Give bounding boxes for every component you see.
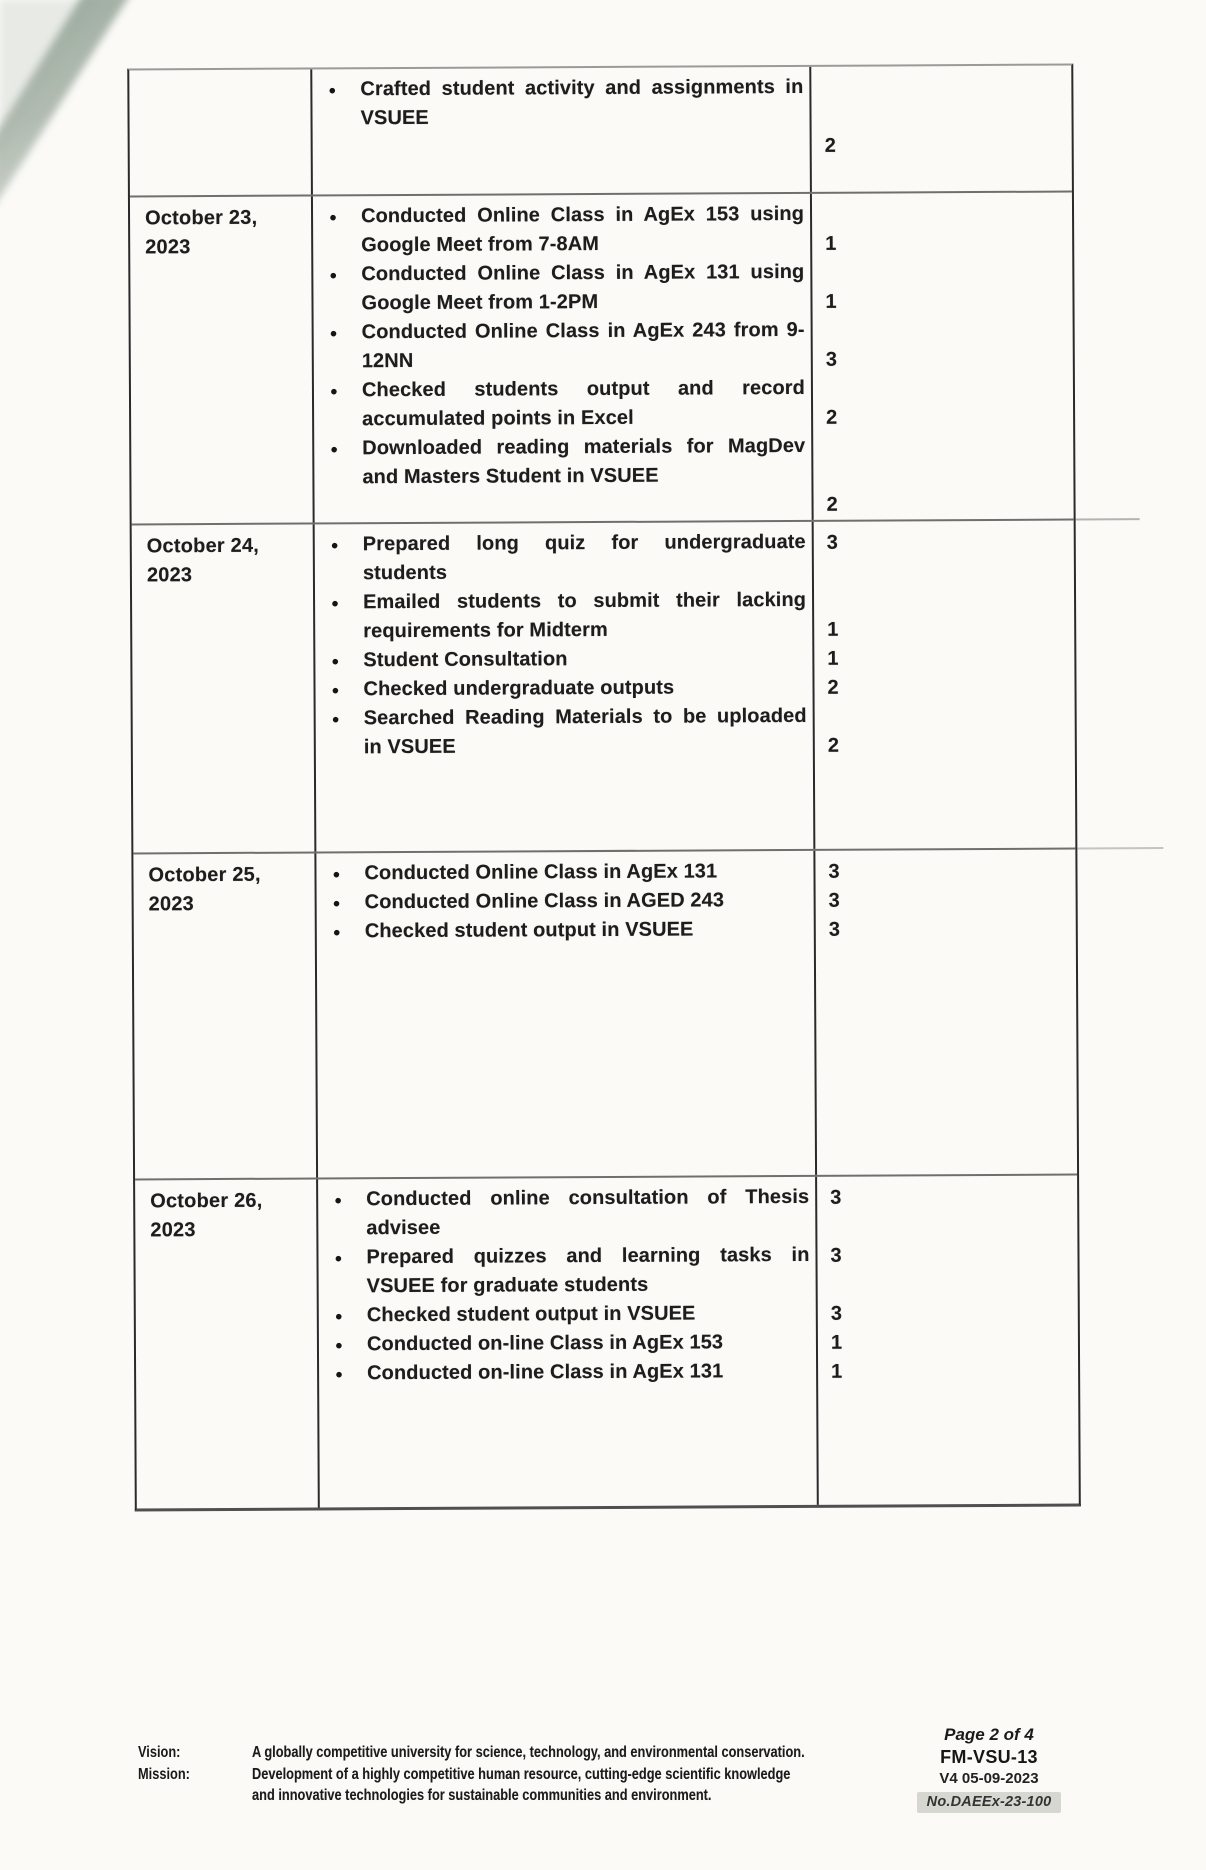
activity-item [315,673,812,705]
activity-item [316,857,813,889]
hours-cell [812,193,1074,520]
activity-line: Checked student output in VSUEE [364,918,694,943]
hours-value: 1 [827,647,839,670]
activity-line: Prepared long quiz for undergraduate [362,530,806,556]
activity-line: Emailed students to submit their lacking [363,588,807,614]
activity-item [314,432,811,493]
activity-item [319,1357,816,1389]
date-cell [129,69,313,195]
date-cell [132,524,317,852]
page-number: Page 2 of 4 [944,1725,1034,1744]
activity-line: in VSUEE [363,735,456,759]
document-number-stamp: No.DAEEx-23-100 [917,1792,1062,1813]
hours-value: 2 [826,406,838,429]
bullet-icon: ● [329,383,338,399]
hours-value: 3 [830,1186,842,1209]
bullet-icon: ● [332,866,341,882]
mission-text-line: and innovative technologies for sustainable communities and environment. [252,1787,712,1804]
bullet-icon: ● [334,1192,343,1208]
bullet-icon: ● [335,1366,344,1382]
activity-line: Checked student output in VSUEE [366,1302,696,1327]
bullet-icon: ● [330,441,339,457]
report-table [127,64,1081,1512]
scan-line-artifact [1076,518,1140,520]
hours-value: 3 [828,889,840,912]
activity-line: Conducted Online Class in AGED 243 [364,889,725,914]
activity-item [317,886,814,918]
activity-item [319,1299,816,1331]
activity-line: Conducted Online Class in AgEx 243 from 9- [361,318,805,344]
hours-value: 2 [827,676,839,699]
footer-form-block [905,1724,1073,1813]
activity-line: students [362,561,448,585]
activity-line: Downloaded reading materials for MagDev [362,434,806,460]
date-line: October 25, [148,863,261,887]
activity-line: Conducted online consultation of Thesis [366,1185,810,1211]
activities-cell [318,1177,819,1508]
mission-text-line: Development of a highly competitive human resource, cutting-edge scientific knowledge [252,1765,791,1783]
hours-value: 1 [825,232,837,255]
activity-item [315,528,812,589]
activity-item [314,316,811,377]
date-line: 2023 [145,236,191,259]
table-row [129,66,1072,198]
bullet-icon: ● [334,1250,343,1266]
activity-line: requirements for Midterm [363,618,608,643]
vision-text: A globally competitive university for science, technology, and environmental conservation. [252,1744,805,1761]
activity-line: Conducted on-line Class in AgEx 131 [367,1360,724,1385]
hours-cell [811,66,1072,192]
mission-label: Mission: [138,1765,190,1783]
table-row [132,521,1076,855]
form-version: V4 05-09-2023 [939,1770,1039,1787]
activity-line: Google Meet from 7-8AM [361,232,600,257]
hours-value: 2 [826,493,838,516]
footer-labels [138,1742,203,1785]
footer-vision-mission-text [252,1742,943,1807]
hours-value: 1 [825,290,837,313]
bullet-icon: ● [331,711,340,727]
hours-cell [814,521,1076,849]
hours-value: 3 [826,531,838,554]
activity-item [318,1183,815,1244]
bullet-icon: ● [328,82,337,98]
activity-item [315,644,812,676]
activities-cell [313,194,814,523]
date-cell [130,196,315,523]
date-line: October 23, [144,206,258,230]
activities-cell [316,851,817,1178]
table-row [133,850,1077,1181]
hours-value: 3 [825,348,837,371]
activity-line: Conducted on-line Class in AgEx 153 [366,1331,724,1356]
activity-line: Searched Reading Materials to be uploaded [363,704,807,730]
activity-line: 12NN [361,349,414,373]
activities-cell [312,67,812,195]
hours-value: 2 [827,734,840,757]
bullet-icon: ● [329,267,338,283]
activity-item [314,374,811,435]
activity-item [315,586,812,647]
vision-label: Vision: [138,1744,181,1761]
activity-line: Google Meet from 1-2PM [361,291,599,315]
form-code: FM-VSU-13 [940,1747,1038,1767]
activity-item [313,200,810,261]
hours-value: 1 [831,1360,843,1383]
hours-value: 1 [830,1331,843,1354]
hours-value: 1 [827,618,839,641]
activity-line: and Masters Student in VSUEE [362,464,659,489]
activity-line: Checked students output and record [361,376,806,402]
date-line: 2023 [150,1219,196,1242]
scan-line-artifact [1077,847,1163,849]
activity-item [313,258,810,319]
table-row [135,1176,1079,1509]
hours-value: 3 [828,918,840,941]
activity-line: Conducted Online Class in AgEx 153 using [360,202,805,228]
date-cell [135,1179,320,1508]
activity-line: Checked undergraduate outputs [363,676,675,701]
activity-line: advisee [366,1216,441,1240]
date-line: October 26, [150,1189,263,1213]
hours-value: 3 [830,1302,842,1325]
date-line: 2023 [146,564,193,587]
activity-line: Conducted Online Class in AgEx 131 using [361,260,805,286]
bullet-icon: ● [334,1308,343,1324]
bullet-icon: ● [329,209,337,225]
activity-line: Student Consultation [363,648,568,672]
activity-line: Conducted Online Class in AgEx 131 [364,860,718,885]
date-cell [133,853,318,1178]
activity-line: accumulated points in Excel [362,406,634,431]
activity-line: Crafted student activity and assignments in [360,75,804,101]
activity-item [317,915,814,947]
activity-line: Prepared quizzes and learning tasks in [366,1243,810,1269]
bullet-icon: ● [332,924,341,940]
hours-cell [815,850,1077,1175]
date-line: 2023 [148,893,194,916]
hours-value: 3 [828,860,840,883]
hours-value: 3 [830,1244,842,1267]
hours-value: 2 [824,134,836,157]
bullet-icon: ● [334,1337,343,1353]
activities-cell [315,522,816,852]
hours-cell [817,1176,1079,1505]
date-line: October 24, [146,534,260,558]
table-row [130,193,1074,526]
activity-line: VSUEE for graduate students [366,1273,649,1298]
bullet-icon: ● [331,682,340,698]
activity-item [312,73,809,134]
activity-line: VSUEE [360,106,429,130]
activity-item [318,1241,815,1302]
bullet-icon: ● [330,537,339,553]
activity-item [319,1328,816,1360]
activity-item [316,702,813,763]
bullet-icon: ● [332,895,341,911]
bullet-icon: ● [329,325,338,341]
bullet-icon: ● [331,595,339,611]
bullet-icon: ● [331,653,340,669]
